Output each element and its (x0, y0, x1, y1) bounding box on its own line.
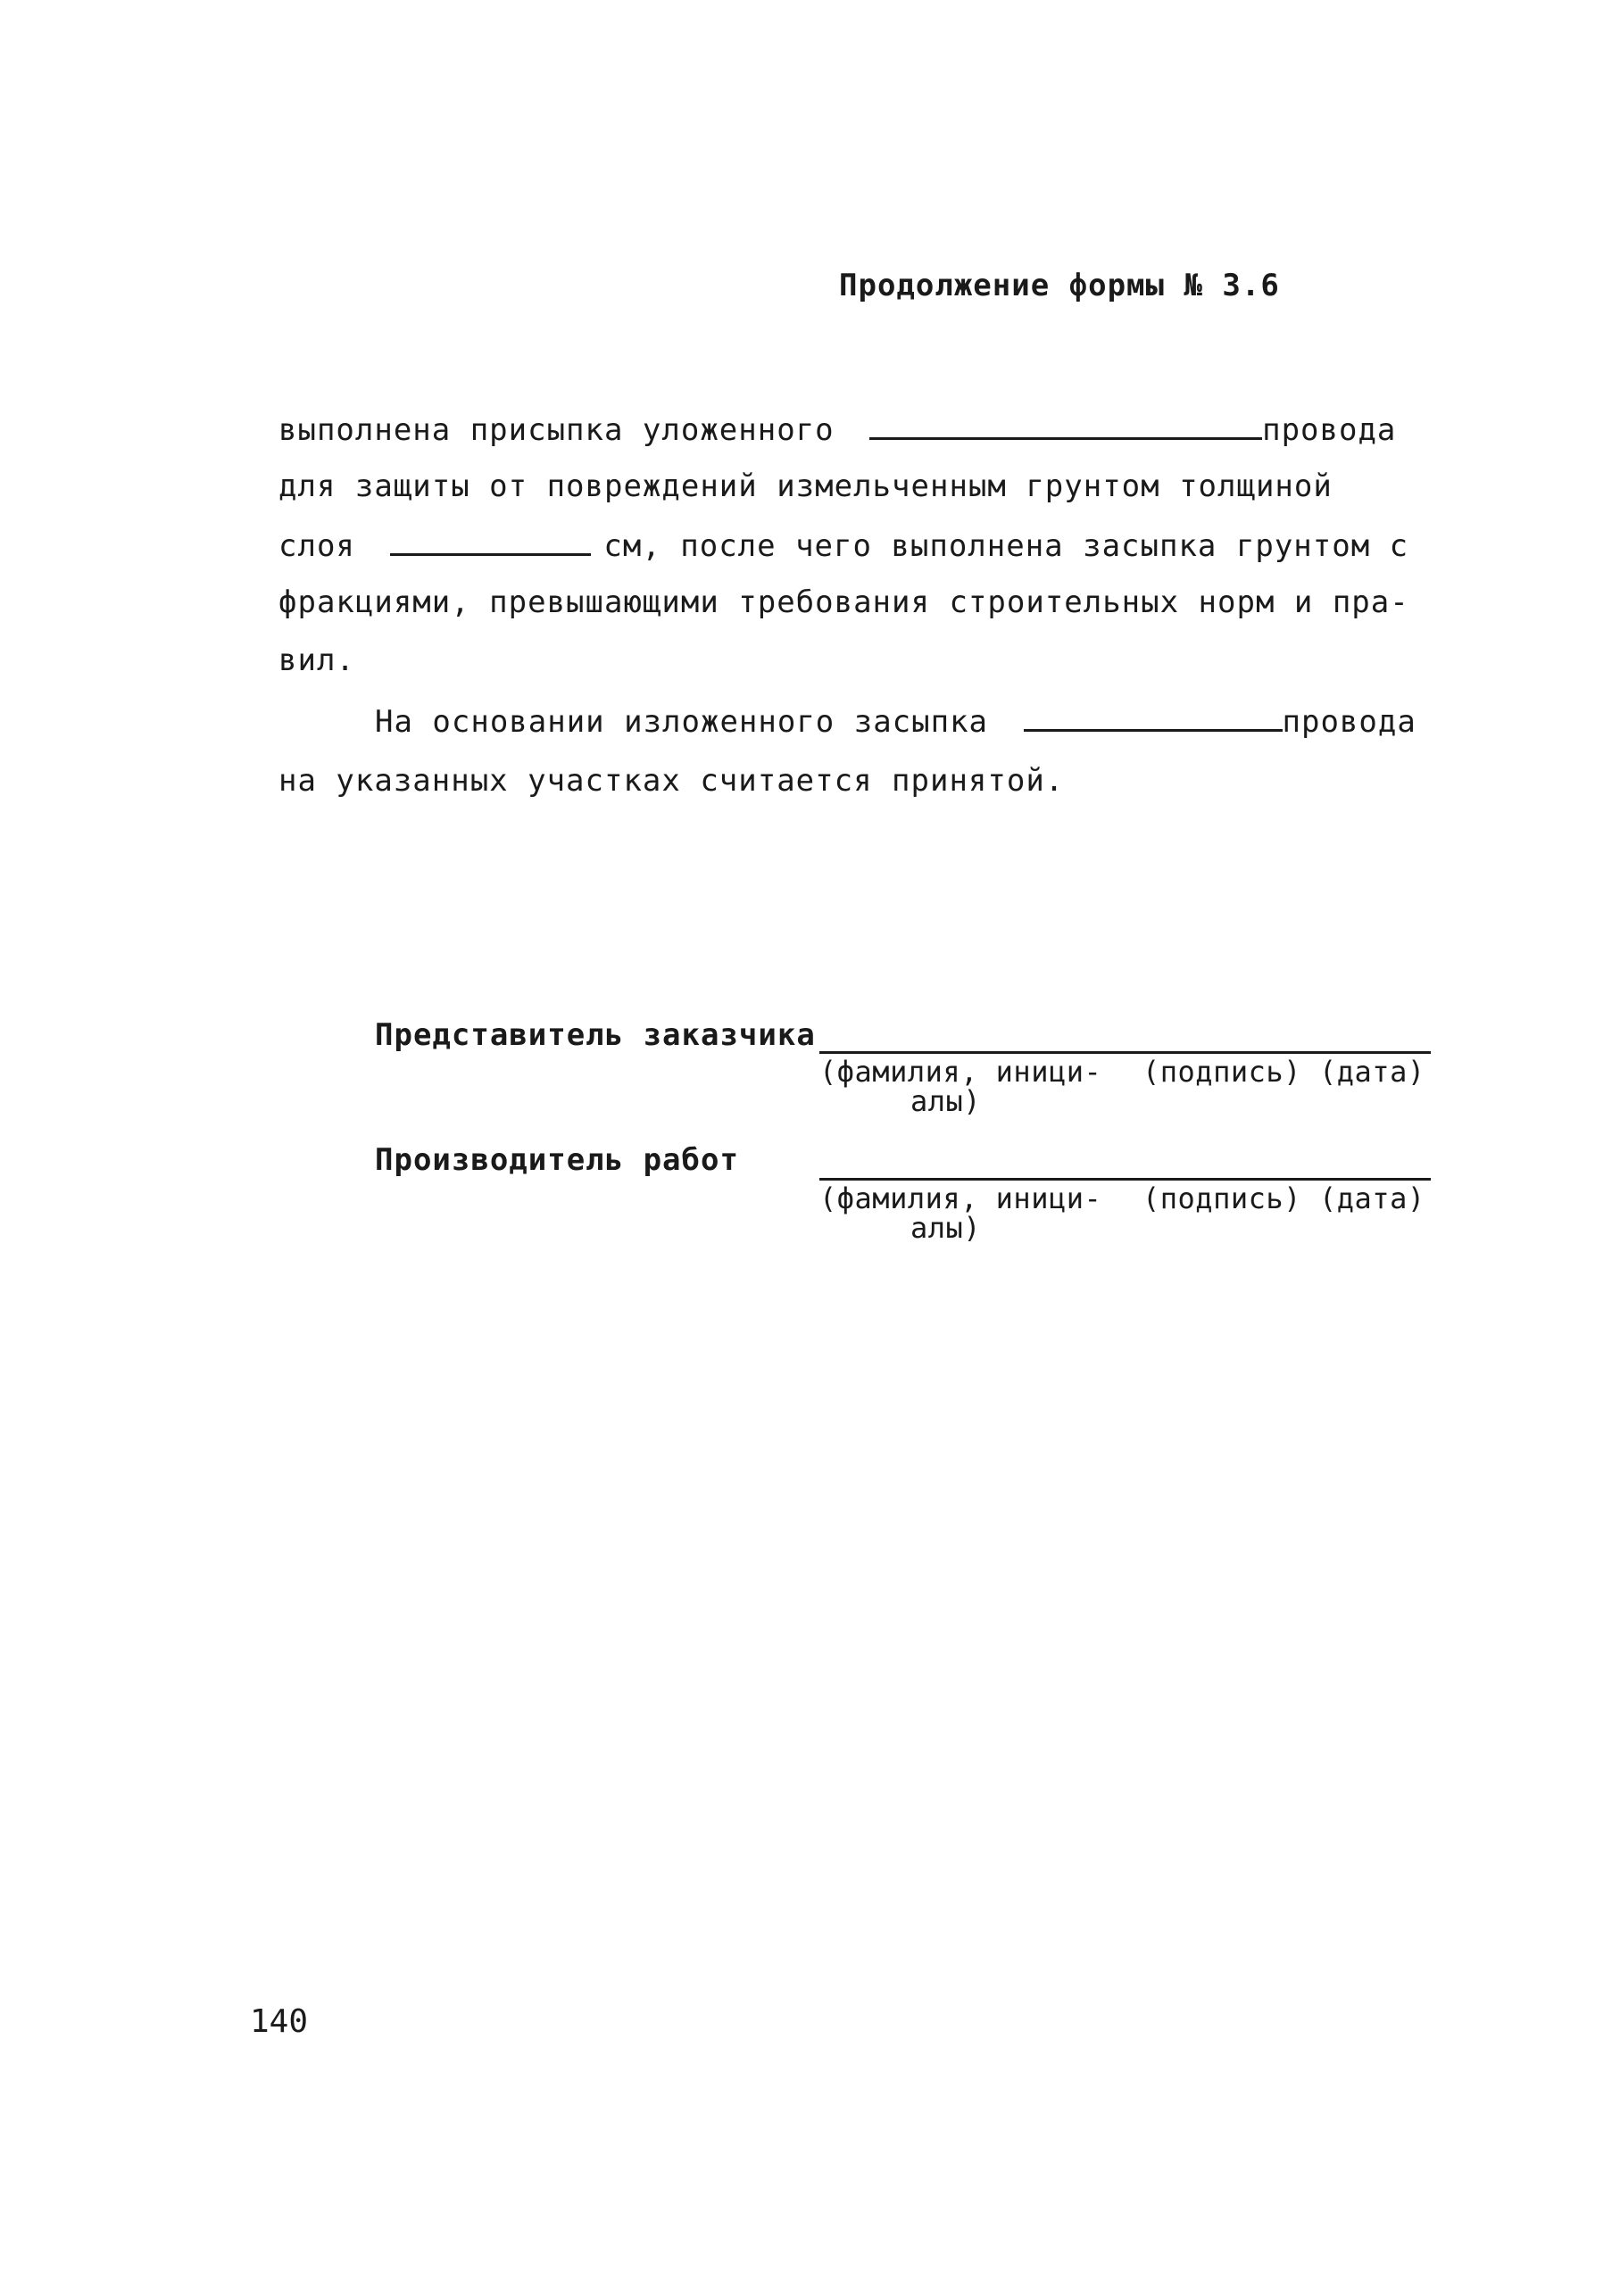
customer-rep-signature-line[interactable] (819, 1051, 1431, 1054)
works-manager-label: Производитель работ (375, 1142, 739, 1178)
body-line-6-end: провода (1282, 704, 1416, 740)
body-line-3-start: слоя (278, 528, 355, 564)
works-manager-signature-line[interactable] (819, 1178, 1431, 1181)
body-line-3 (278, 526, 1408, 564)
customer-rep-name-caption: (фамилия, иници- (819, 1055, 1102, 1089)
backfill-wire-field[interactable] (1024, 702, 1283, 732)
body-line-4: фракциями, превышающими требования строительных норм и пра- (278, 584, 1409, 620)
body-line-6 (375, 702, 1416, 740)
wire-type-field[interactable] (869, 410, 1262, 440)
customer-rep-sign-caption: (подпись) (1142, 1055, 1301, 1089)
works-manager-name-caption: (фамилия, иници- (819, 1181, 1102, 1215)
customer-rep-name-caption-cont: алы) (910, 1084, 982, 1118)
body-line-2: для защиты от повреждений измельченным грунтом толщиной (278, 468, 1333, 504)
form-continuation-header: Продолжение формы № 3.6 (839, 268, 1280, 303)
page-number: 140 (250, 2003, 309, 2040)
layer-thickness-field[interactable] (390, 526, 591, 556)
works-manager-sign-caption: (подпись) (1142, 1181, 1301, 1215)
body-line-7: на указанных участках считается принятой. (278, 763, 1065, 799)
customer-rep-label: Представитель заказчика (375, 1017, 816, 1053)
works-manager-name-caption-cont: алы) (910, 1211, 982, 1245)
body-line-1-start: выполнена присыпка уложенного (278, 412, 835, 448)
body-line-3-end: см, после чего выполнена засыпка грунтом с (603, 528, 1409, 564)
body-line-1-end: провода (1262, 412, 1397, 448)
customer-rep-date-caption: (дата) (1319, 1055, 1425, 1089)
body-line-5: вил. (278, 642, 355, 678)
body-line-6-start: На основании изложенного засыпка (375, 704, 989, 740)
works-manager-date-caption: (дата) (1319, 1181, 1425, 1215)
body-line-1 (278, 410, 1396, 448)
